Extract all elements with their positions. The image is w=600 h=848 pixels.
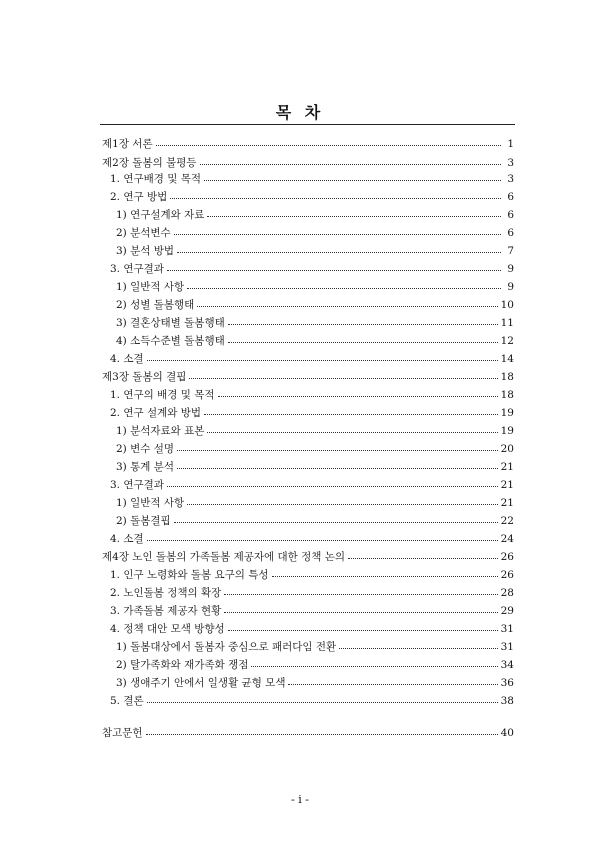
toc-entry[interactable] [116,316,514,330]
toc-leader-dots [348,549,498,559]
toc-entry[interactable] [110,478,514,492]
toc-entry-page: 9 [507,263,514,275]
page-title: 목 차 [275,103,325,122]
toc-entry-label: 제4장 노인 돌봄의 가족돌봄 제공자에 대한 정책 논의 [102,551,346,563]
toc-leader-dots [177,243,501,253]
toc-leader-dots [207,423,497,433]
toc-entry[interactable] [102,726,514,740]
toc-entry-label: 1. 인구 노령화와 돌봄 요구의 특성 [110,569,269,581]
toc-leader-dots [288,675,497,685]
toc-entry[interactable] [110,190,514,204]
toc-entry[interactable] [110,568,514,582]
toc-entry-page: 40 [500,727,514,739]
toc-leader-dots [170,189,501,199]
toc-entry[interactable] [116,460,514,474]
toc-leader-dots [339,639,497,649]
toc-entry-label: 4. 소결 [110,533,144,545]
toc-entry[interactable] [116,226,514,240]
toc-entry-label: 제3장 돌봄의 결핍 [102,371,187,383]
toc-leader-dots [228,315,498,325]
toc-entry-page: 6 [507,191,514,203]
toc-entry-label: 3. 가족돌봄 제공자 현황 [110,605,222,617]
toc-leader-dots [167,261,501,271]
toc-entry[interactable] [116,298,514,312]
toc-entry-page: 12 [500,335,514,347]
toc-entry[interactable] [116,514,514,528]
toc-entry-page: 21 [500,479,514,491]
toc-entry-label: 4. 소결 [110,353,144,365]
toc-leader-dots [251,657,497,667]
toc-entry-page: 34 [500,659,514,671]
toc-entry-page: 22 [500,515,514,527]
toc-entry[interactable] [110,262,514,276]
toc-entry[interactable] [116,244,514,258]
toc-entry-page: 38 [500,695,514,707]
toc-entry-label: 3. 연구결과 [110,263,164,275]
toc-entry-page: 19 [500,407,514,419]
toc-leader-dots [197,297,497,307]
toc-entry[interactable] [116,640,514,654]
toc-entry-page: 7 [507,245,514,257]
toc-entry[interactable] [116,496,514,510]
toc-entry-label: 5. 결론 [110,695,144,707]
toc-leader-dots [204,171,501,181]
toc-entry[interactable] [116,280,514,294]
toc-leader-dots [177,441,498,451]
toc-entry[interactable] [116,424,514,438]
toc-entry-label: 1) 돌봄대상에서 돌봄자 중심으로 패러다임 전환 [116,641,337,653]
toc-entry-page: 10 [500,299,514,311]
toc-leader-dots [147,351,498,361]
toc-entry-page: 36 [500,677,514,689]
toc-leader-dots [224,603,497,613]
toc-entry-page: 18 [500,371,514,383]
toc-entry[interactable] [110,532,514,546]
toc-entry-label: 3. 연구결과 [110,479,164,491]
toc-entry-label: 2. 노인돌봄 정책의 확장 [110,587,222,599]
toc-leader-dots [167,477,498,487]
toc-leader-dots [272,567,498,577]
toc-entry-label: 2) 탈가족화와 재가족화 쟁점 [116,659,249,671]
toc-leader-dots [228,621,498,631]
title-divider [100,124,515,125]
toc-entry-page: 26 [500,551,514,563]
toc-entry-label: 제1장 서론 [102,138,153,150]
toc-leader-dots [228,333,498,343]
toc-leader-dots [147,693,498,703]
toc-entry-label: 2. 연구 설계와 방법 [110,407,202,419]
toc-entry[interactable] [102,550,514,564]
toc-entry-page: 28 [500,587,514,599]
toc-entry-label: 2. 연구 방법 [110,191,168,203]
toc-entry-label: 3) 분석 방법 [116,245,175,257]
toc-leader-dots [207,207,501,217]
toc-entry[interactable] [110,604,514,618]
toc-entry-page: 21 [500,461,514,473]
toc-leader-dots [187,495,497,505]
toc-entry-page: 11 [500,317,514,329]
toc-entry-label: 3) 결혼상태별 돌봄행태 [116,317,225,329]
toc-entry-page: 3 [507,173,514,185]
toc-leader-dots [187,279,501,289]
toc-entry-label: 4) 소득수준별 돌봄행태 [116,335,225,347]
toc-entry-label: 2) 성별 돌봄행태 [116,299,195,311]
toc-entry-page: 31 [500,641,514,653]
toc-leader-dots [147,531,498,541]
toc-entry[interactable] [110,406,514,420]
toc-entry-page: 1 [507,138,514,150]
toc-entry-label: 제2장 돌봄의 불평등 [102,157,197,169]
toc-entry[interactable] [116,676,514,690]
toc-entry-page: 6 [507,227,514,239]
toc-entry-page: 26 [500,569,514,581]
toc-entry-label: 1) 분석자료와 표본 [116,425,205,437]
toc-entry[interactable] [110,586,514,600]
toc-entry-label: 1) 일반적 사항 [116,281,185,293]
toc-entry-page: 14 [500,353,514,365]
toc-entry[interactable] [110,622,514,636]
toc-entry-page: 29 [500,605,514,617]
toc-entry-label: 2) 변수 설명 [116,443,175,455]
toc-entry[interactable] [116,334,514,348]
toc-entry[interactable] [102,370,514,384]
toc-entry-page: 9 [507,281,514,293]
toc-leader-dots [189,369,497,379]
toc-leader-dots [177,459,498,469]
toc-leader-dots [218,387,498,397]
toc-entry-page: 21 [500,497,514,509]
toc-entry-label: 4. 정책 대안 모색 방향성 [110,623,225,635]
toc-entry[interactable] [116,442,514,456]
toc-entry-label: 참고문헌 [102,727,143,739]
toc-entry[interactable] [110,172,514,186]
page-number-footer: - i - [291,793,309,806]
toc-entry-label: 1) 연구설계와 자료 [116,209,205,221]
toc-entry[interactable] [110,352,514,366]
toc-leader-dots [200,155,502,165]
toc-leader-dots [174,513,498,523]
toc-entry-page: 6 [507,209,514,221]
toc-entry-label: 1. 연구배경 및 목적 [110,173,202,185]
toc-entry-label: 3) 통계 분석 [116,461,175,473]
toc-entry[interactable] [116,208,514,222]
toc-leader-dots [146,725,498,735]
toc-entry-page: 20 [500,443,514,455]
toc-leader-dots [204,405,498,415]
toc-entry-label: 2) 분석변수 [116,227,171,239]
toc-entry-page: 24 [500,533,514,545]
toc-entry[interactable] [110,694,514,708]
toc-entry[interactable] [110,388,514,402]
toc-entry[interactable] [102,137,514,151]
toc-entry-label: 3) 생애주기 안에서 일생활 균형 모색 [116,677,286,689]
toc-entry-label: 1. 연구의 배경 및 목적 [110,389,215,401]
toc-entry-page: 3 [507,157,514,169]
toc-entry-page: 31 [500,623,514,635]
toc-entry-page: 18 [500,389,514,401]
toc-entry[interactable] [102,156,514,170]
toc-entry[interactable] [116,658,514,672]
toc-leader-dots [156,136,501,146]
toc-leader-dots [174,225,501,235]
toc-entry-page: 19 [500,425,514,437]
toc-entry-label: 1) 일반적 사항 [116,497,185,509]
toc-leader-dots [224,585,497,595]
toc-entry-label: 2) 돌봄결핍 [116,515,171,527]
